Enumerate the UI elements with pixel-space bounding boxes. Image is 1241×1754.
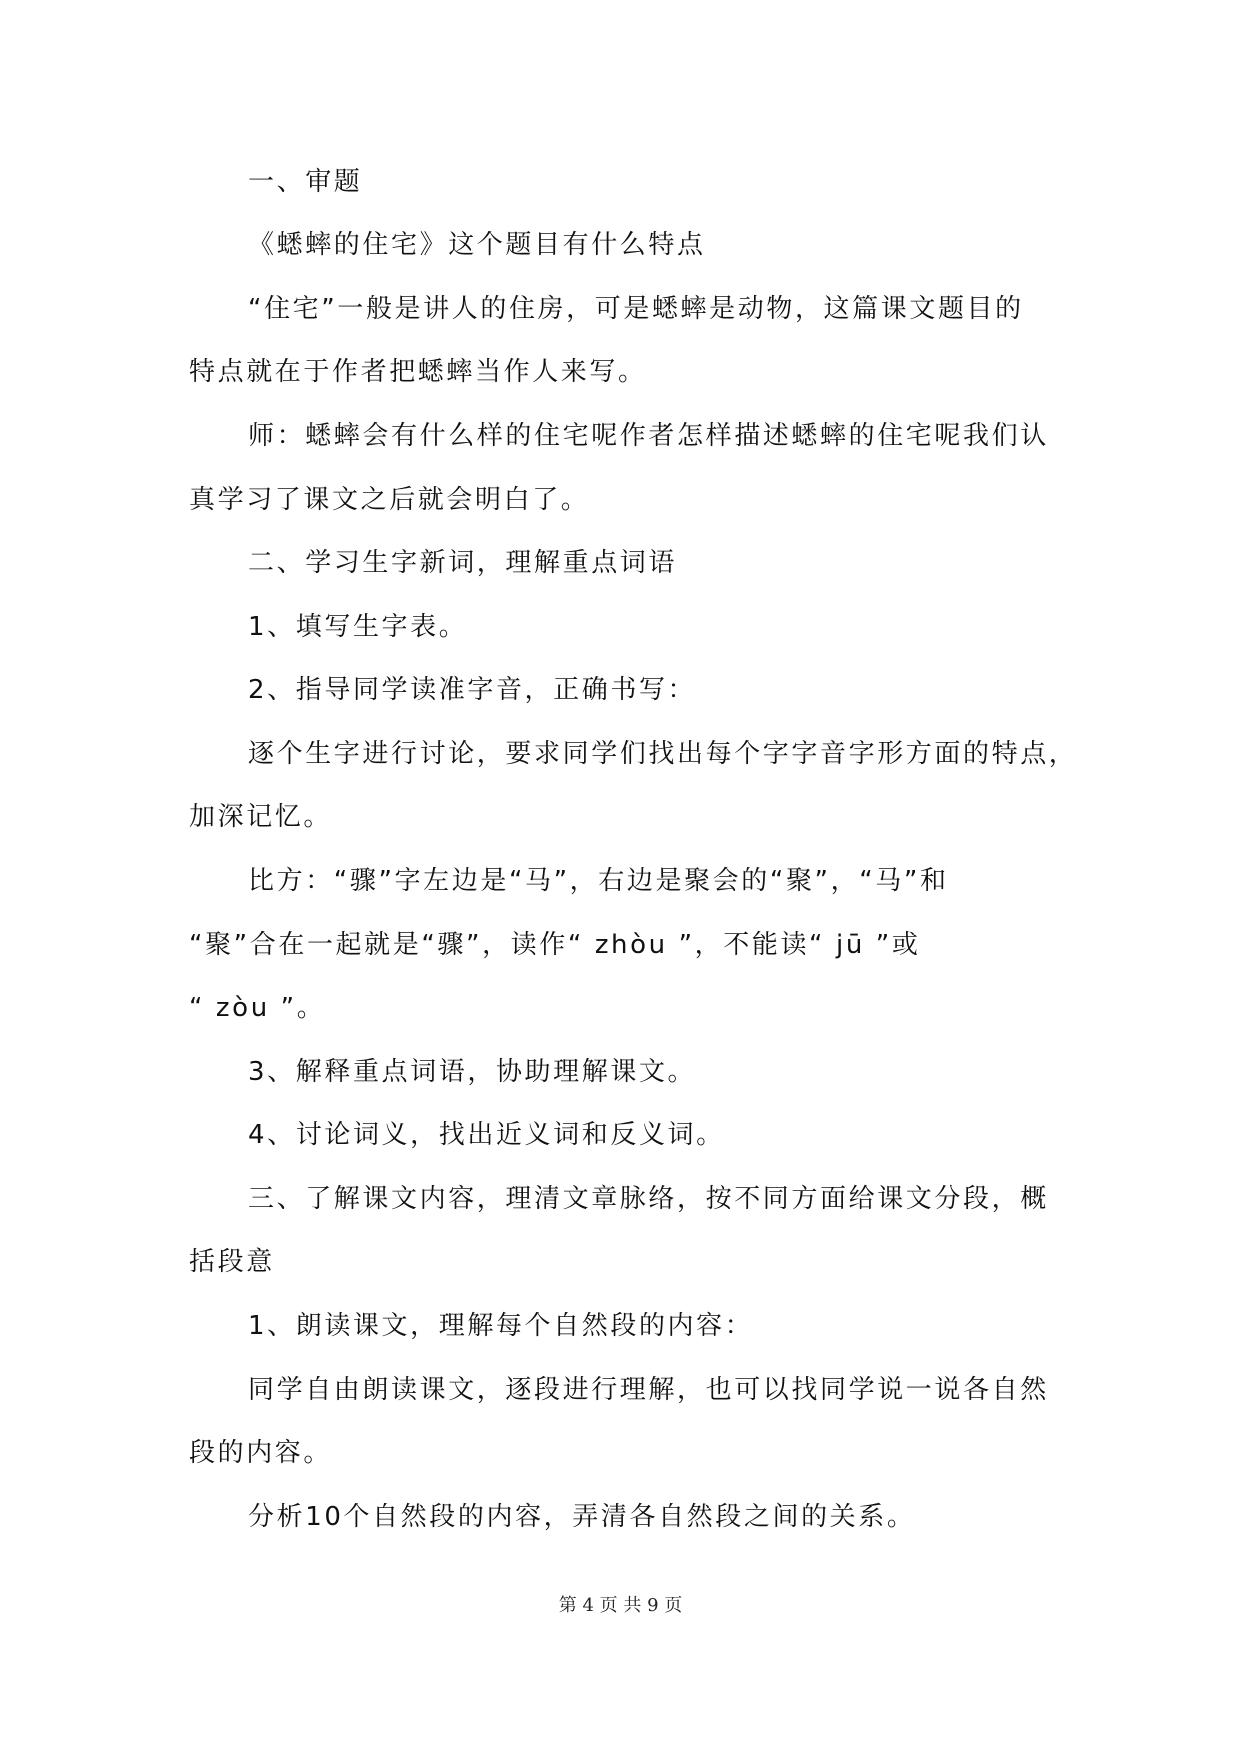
paragraph-line: 同学自由朗读课文，逐段进行理解，也可以找同学说一说各自然 bbox=[248, 1375, 1049, 1405]
page-number-footer: 第 4 页 共 9 页 bbox=[558, 1595, 683, 1616]
list-item: 2、指导同学读准字音，正确书写： bbox=[248, 675, 697, 705]
list-item: 3、解释重点词语，协助理解课文。 bbox=[248, 1057, 697, 1087]
paragraph-line: 师：蟋蟀会有什么样的住宅呢作者怎样描述蟋蟀的住宅呢我们认 bbox=[248, 421, 1049, 451]
list-item: 1、朗读课文，理解每个自然段的内容： bbox=[248, 1311, 754, 1341]
paragraph-line: “ zòu ”。 bbox=[189, 993, 326, 1023]
paragraph-line: “聚”合在一起就是“骤”，读作“ zhòu ”，不能读“ jū ”或 bbox=[189, 930, 921, 960]
heading-vocabulary: 二、学习生字新词，理解重点词语 bbox=[248, 548, 678, 578]
paragraph-line: 段的内容。 bbox=[189, 1438, 333, 1468]
list-item: 4、讨论词义，找出近义词和反义词。 bbox=[248, 1120, 725, 1150]
paragraph-line: 加深记忆。 bbox=[189, 802, 333, 832]
paragraph-line: 比方：“骤”字左边是“马”，右边是聚会的“聚”，“马”和 bbox=[248, 866, 949, 896]
paragraph-line: 逐个生字进行讨论，要求同学们找出每个字字音字形方面的特点， bbox=[248, 739, 1078, 769]
paragraph-line: 括段意 bbox=[189, 1247, 275, 1277]
list-item: 1、填写生字表。 bbox=[248, 612, 468, 642]
heading-content-structure: 三、了解课文内容，理清文章脉络，按不同方面给课文分段，概 bbox=[248, 1184, 1049, 1214]
paragraph-line: 真学习了课文之后就会明白了。 bbox=[189, 485, 590, 515]
paragraph-line: 特点就在于作者把蟋蟀当作人来写。 bbox=[189, 357, 647, 387]
paragraph-line: 分析10个自然段的内容，弄清各自然段之间的关系。 bbox=[248, 1502, 916, 1532]
paragraph-line: 《蟋蟀的住宅》这个题目有什么特点 bbox=[248, 230, 706, 260]
paragraph-line: “住宅”一般是讲人的住房，可是蟋蟀是动物，这篇课文题目的 bbox=[248, 294, 1024, 324]
heading-review-title: 一、审题 bbox=[248, 167, 363, 197]
